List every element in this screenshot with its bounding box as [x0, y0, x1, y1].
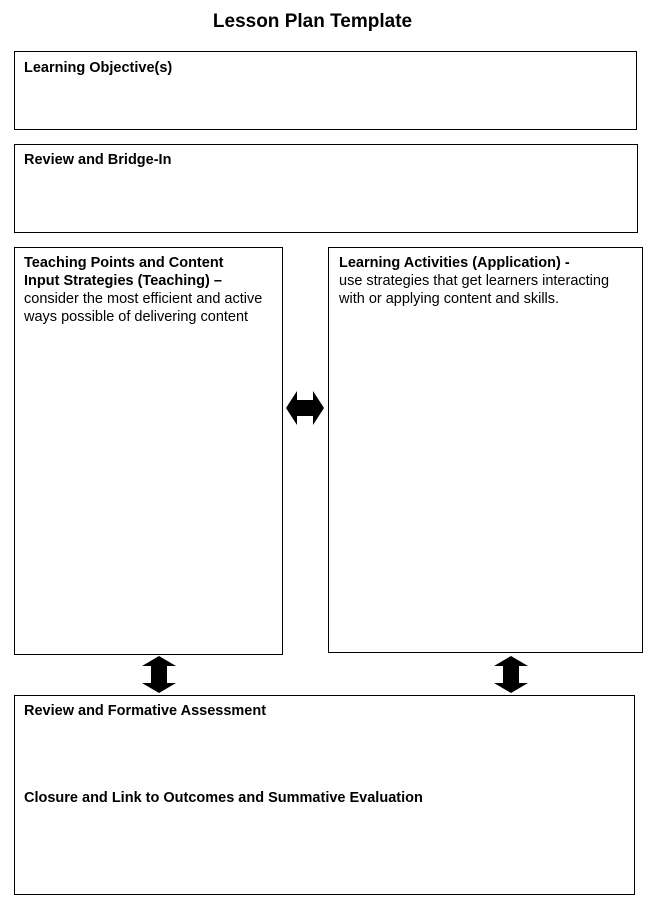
- teaching-points-heading: [24, 254, 279, 326]
- teaching-points-desc-line-1: consider the most efficient and active: [24, 291, 263, 307]
- teaching-points-desc-line-2: ways possible of delivering content: [24, 309, 249, 325]
- learning-objectives-heading: Learning Objective(s): [24, 60, 173, 76]
- review-bridge-in-box[interactable]: [14, 144, 638, 233]
- double-headed-horizontal-arrow-icon: [286, 391, 324, 425]
- page-title: Lesson Plan Template: [212, 11, 413, 32]
- learning-activities-desc-line-1: use strategies that get learners interacting: [339, 273, 610, 289]
- double-headed-vertical-arrow-icon: [494, 656, 528, 693]
- learning-activities-heading: [339, 254, 639, 308]
- learning-objectives-box[interactable]: [14, 51, 637, 130]
- learning-activities-heading-line-1: Learning Activities (Application) -: [339, 255, 570, 271]
- teaching-points-heading-line-2: Input Strategies (Teaching) –: [24, 273, 222, 289]
- teaching-points-heading-line-1: Teaching Points and Content: [24, 255, 224, 271]
- review-closure-box[interactable]: [14, 695, 635, 895]
- review-bridge-in-heading: Review and Bridge-In: [24, 152, 172, 168]
- learning-activities-desc-line-2: with or applying content and skills.: [339, 291, 560, 307]
- closure-heading: Closure and Link to Outcomes and Summative Evaluation: [24, 790, 423, 806]
- review-formative-heading: Review and Formative Assessment: [24, 703, 267, 719]
- double-headed-vertical-arrow-icon: [142, 656, 176, 693]
- teaching-points-box[interactable]: [14, 247, 283, 655]
- learning-activities-box[interactable]: [328, 247, 643, 653]
